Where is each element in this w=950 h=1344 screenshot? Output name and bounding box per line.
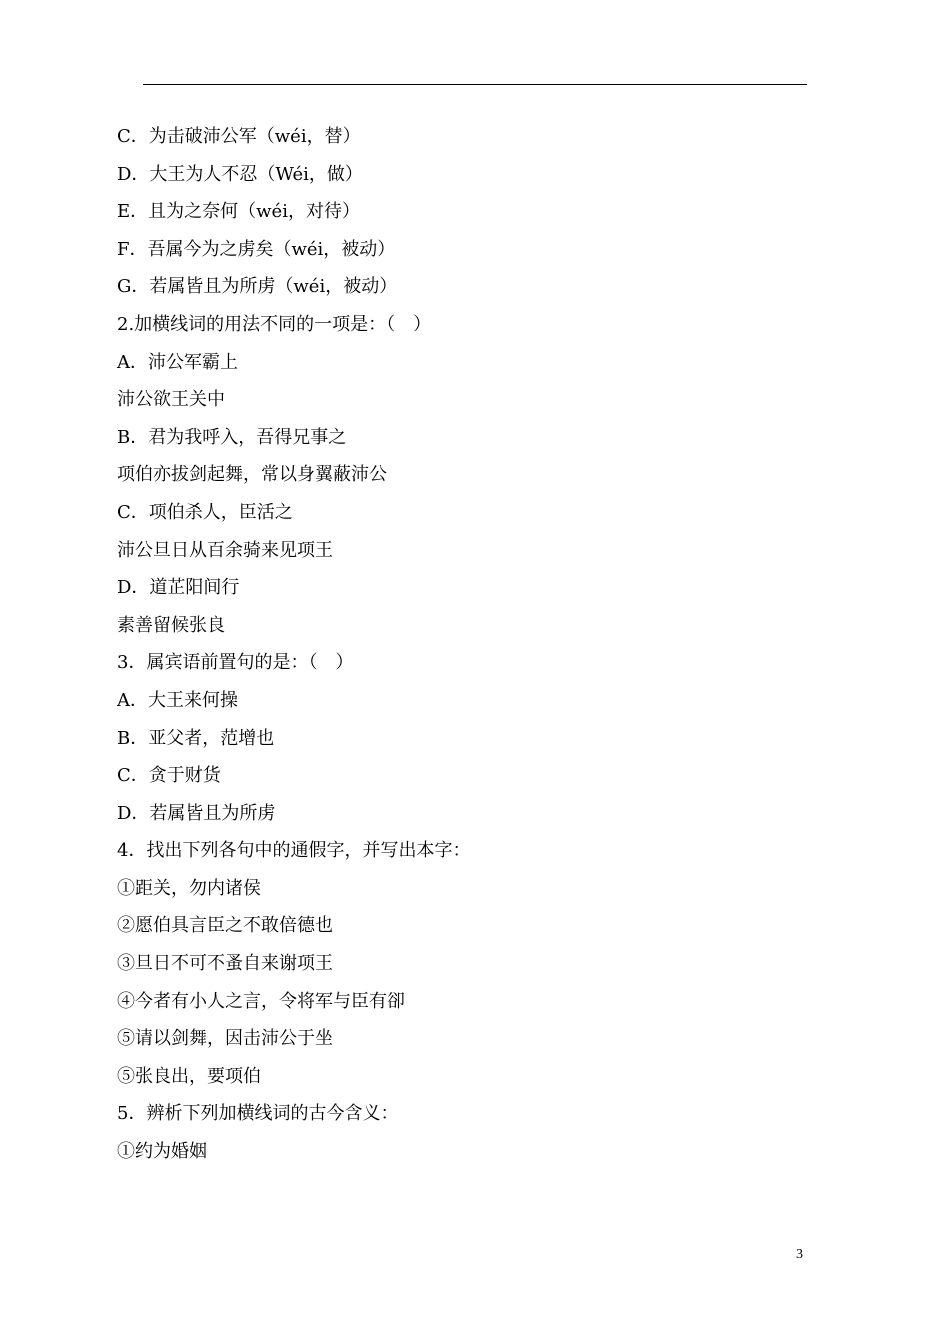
text-line: D．道芷阳间行	[117, 577, 240, 599]
text-line: ②愿伯具言臣之不敢倍德也	[117, 915, 333, 937]
text-line: C．项伯杀人，臣活之	[117, 501, 293, 523]
text-line: ⑤张良出，要项伯	[117, 1065, 261, 1087]
text-line: ④今者有小人之言，令将军与臣有卻	[117, 990, 405, 1012]
text-line: A．大王来何操	[117, 689, 238, 711]
text-line: C．为击破沛公军（wéi，替）	[117, 126, 361, 147]
text-line: 沛公欲王关中	[117, 389, 225, 411]
page-number: 3	[796, 1247, 803, 1262]
text-line: B．亚父者，范增也	[117, 727, 275, 749]
text-line: 素善留候张良	[117, 614, 225, 636]
text-line: ③旦日不可不蚤自来谢项王	[117, 953, 333, 975]
document-body	[117, 118, 817, 1171]
text-line: B．君为我呼入，吾得兄事之	[117, 426, 347, 448]
text-line: 项伯亦拔剑起舞，常以身翼蔽沛公	[117, 464, 387, 486]
text-line: ⑤请以剑舞，因击沛公于坐	[117, 1028, 333, 1050]
text-line: D．大王为人不忍（Wéi，做）	[117, 163, 363, 185]
text-line: ①约为婚姻	[117, 1141, 207, 1163]
text-line: A．沛公军霸上	[117, 351, 238, 373]
question-heading: 5．辨析下列加横线词的古今含义：	[117, 1103, 399, 1125]
question-heading: 2.加横线词的用法不同的一项是：（ ）	[117, 313, 432, 335]
text-line: ①距关，勿内诸侯	[117, 877, 261, 899]
question-heading: 4．找出下列各句中的通假字，并写出本字：	[117, 840, 471, 862]
text-line: 沛公旦日从百余骑来见项王	[117, 539, 333, 561]
text-line: G．若属皆且为所虏（wéi，被动）	[117, 276, 398, 298]
question-heading: 3．属宾语前置句的是：（ ）	[117, 652, 354, 674]
text-line: C．贪于财货	[117, 765, 221, 787]
header-rule	[143, 84, 807, 85]
text-line: D．若属皆且为所虏	[117, 802, 276, 824]
text-line: F．吾属今为之虏矣（wéi，被动）	[117, 238, 396, 260]
text-line: E．且为之奈何（wéi，对待）	[117, 201, 360, 223]
